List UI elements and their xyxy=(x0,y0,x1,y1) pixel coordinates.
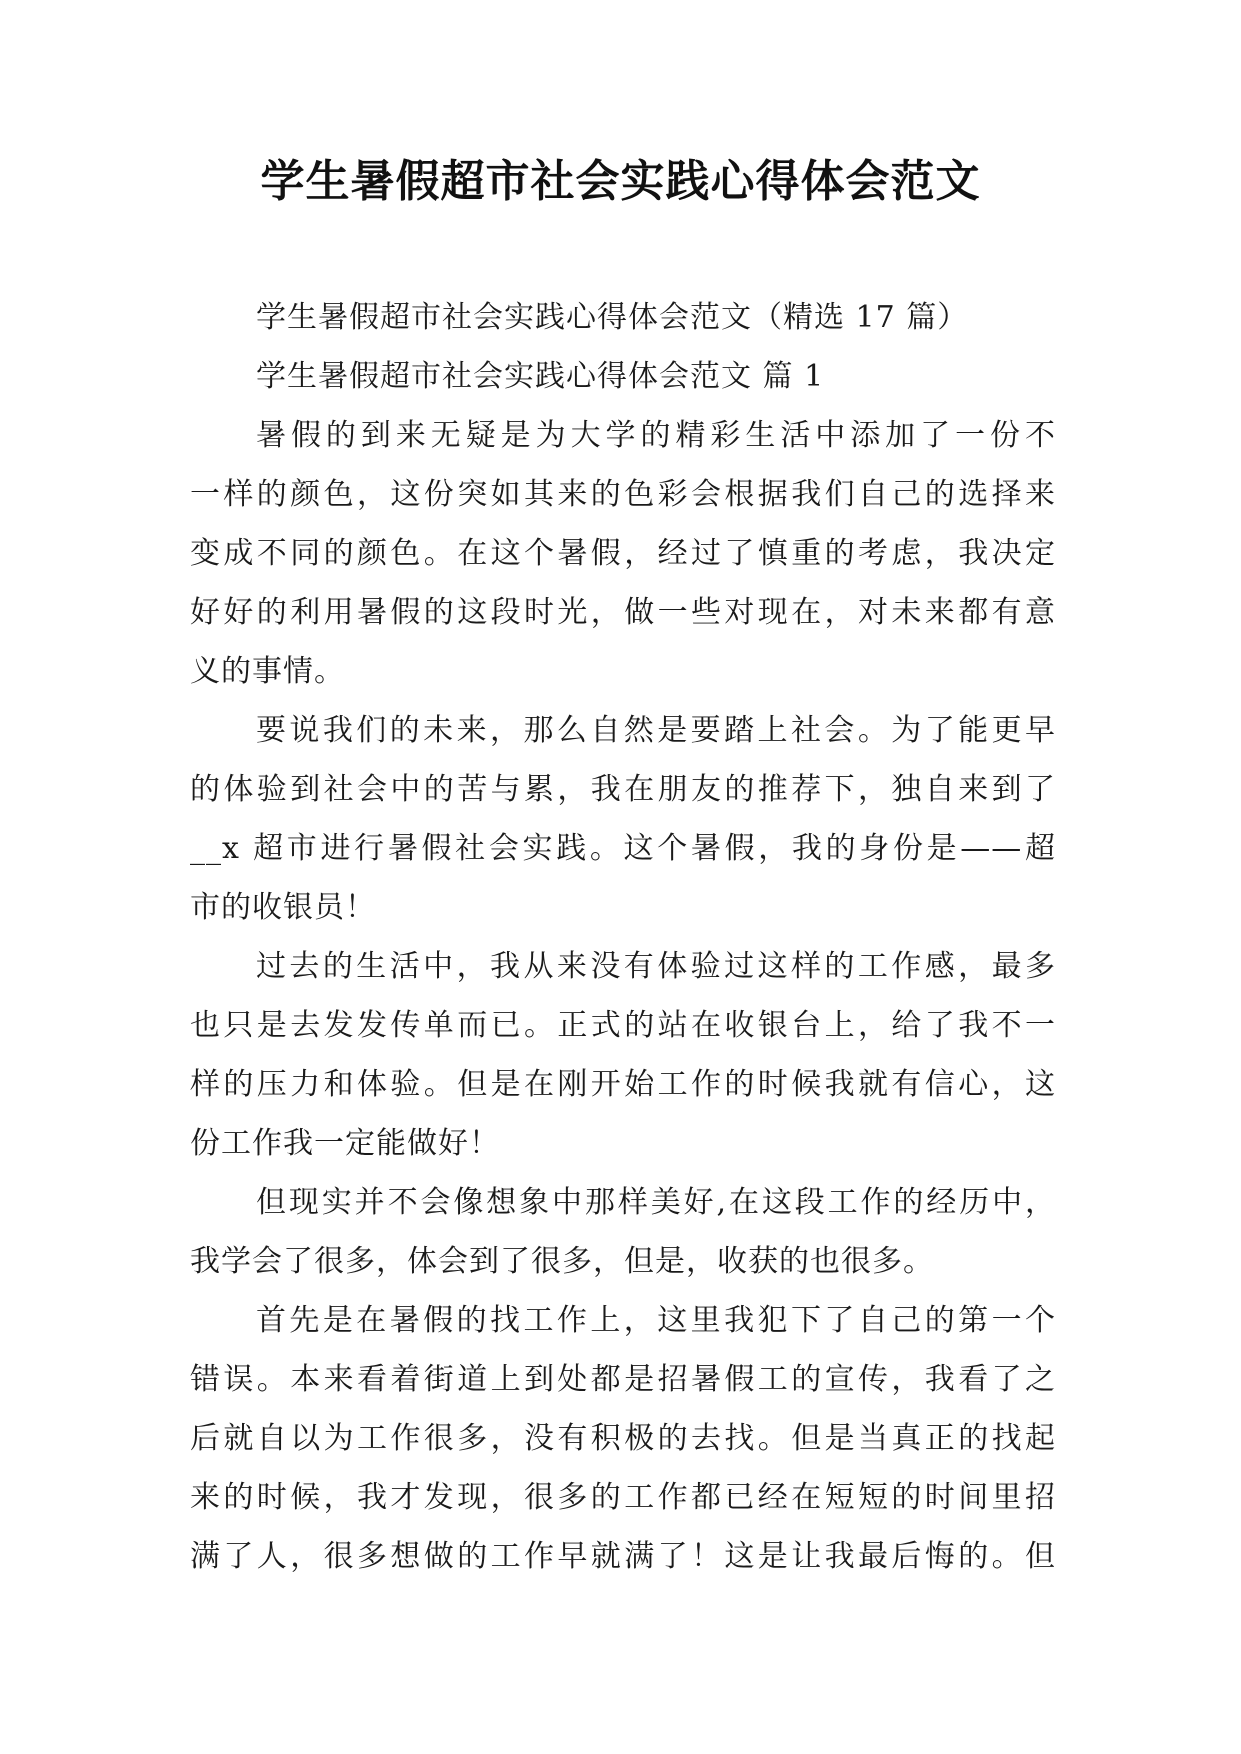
body-line: 错误。本来看着街道上到处都是招暑假工的宣传，我看了之 xyxy=(190,1362,1056,1397)
body-line: 来的时候，我才发现，很多的工作都已经在短短的时间里招 xyxy=(190,1480,1056,1515)
body-line: 后就自以为工作很多，没有积极的去找。但是当真正的找起 xyxy=(190,1421,1056,1456)
body-line: 满了人，很多想做的工作早就满了！这是让我最后悔的。但 xyxy=(190,1539,1056,1574)
body-line: 样的压力和体验。但是在刚开始工作的时候我就有信心，这 xyxy=(190,1067,1056,1102)
body-line: 义的事情。 xyxy=(190,654,345,689)
body-line: 市的收银员！ xyxy=(190,890,376,925)
body-line: 我学会了很多，体会到了很多，但是，收获的也很多。 xyxy=(190,1244,934,1279)
body-line: 的体验到社会中的苦与累，我在朋友的推荐下，独自来到了 xyxy=(190,772,1056,807)
body-line: 暑假的到来无疑是为大学的精彩生活中添加了一份不 xyxy=(256,418,1056,453)
body-line: 学生暑假超市社会实践心得体会范文（精选 17 篇） xyxy=(256,300,969,335)
document-title: 学生暑假超市社会实践心得体会范文 xyxy=(260,156,981,207)
body-line: 首先是在暑假的找工作上，这里我犯下了自己的第一个 xyxy=(256,1303,1056,1338)
body-line: 份工作我一定能做好！ xyxy=(190,1126,500,1161)
body-line: 好好的利用暑假的这段时光，做一些对现在，对未来都有意 xyxy=(190,595,1056,630)
document-body xyxy=(190,288,1056,1586)
body-line: 要说我们的未来，那么自然是要踏上社会。为了能更早 xyxy=(256,713,1056,748)
body-line: 也只是去发发传单而已。正式的站在收银台上，给了我不一 xyxy=(190,1008,1056,1043)
body-line: 学生暑假超市社会实践心得体会范文 篇 1 xyxy=(256,359,825,394)
body-line: 变成不同的颜色。在这个暑假，经过了慎重的考虑，我决定 xyxy=(190,536,1056,571)
body-line: 一样的颜色，这份突如其来的色彩会根据我们自己的选择来 xyxy=(190,477,1056,512)
body-line: __x 超市进行暑假社会实践。这个暑假，我的身份是——超 xyxy=(190,831,1056,866)
body-line: 但现实并不会像想象中那样美好,在这段工作的经历中， xyxy=(256,1185,1056,1220)
body-line: 过去的生活中，我从来没有体验过这样的工作感，最多 xyxy=(256,949,1056,984)
